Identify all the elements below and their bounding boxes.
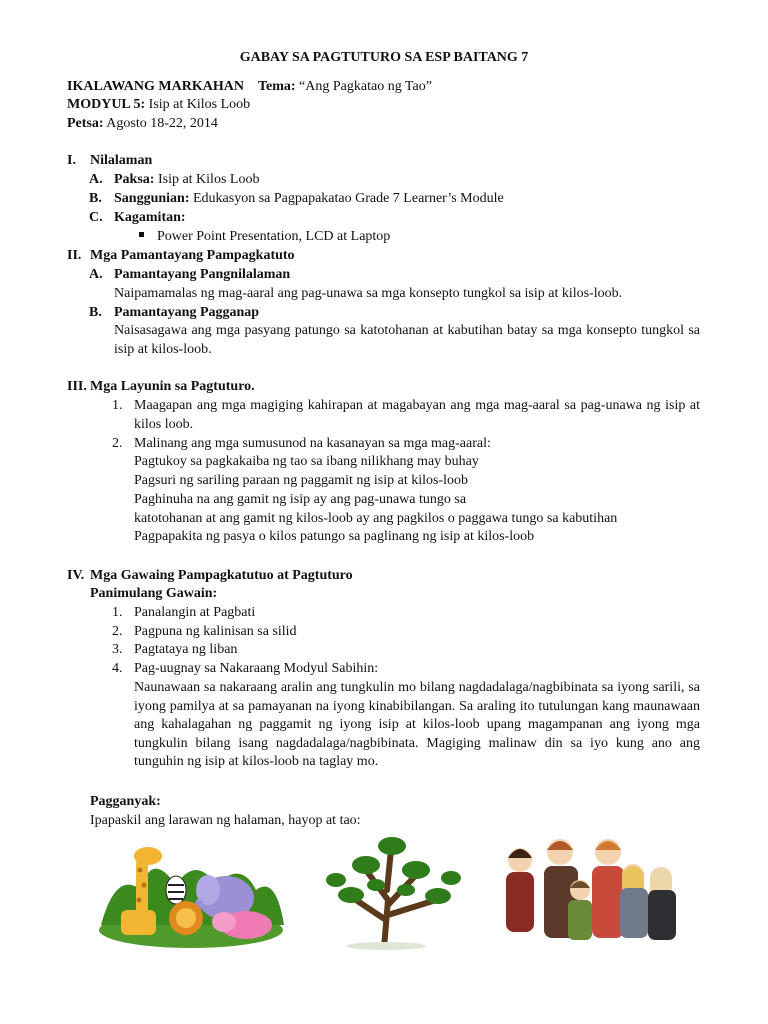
section1-c-letter: C. (89, 210, 103, 225)
activity-text-3: Pagtataya ng liban (134, 642, 238, 657)
activity-num-2: 2. (112, 624, 123, 639)
section3-item2-num: 2. (112, 436, 123, 451)
animals-icon (96, 830, 286, 950)
activity-item-2 (112, 623, 297, 641)
people-illustration (498, 830, 682, 950)
section1-b-letter: B. (89, 191, 102, 206)
section1-a-label: Paksa: (114, 172, 155, 187)
activity-text-4: Pag-uugnay sa Nakaraang Modyul Sabihin: (134, 661, 379, 676)
section1-heading (67, 152, 152, 170)
activity-text-2: Pagpuna ng kalinisan sa silid (134, 624, 297, 639)
activity-4-paragraph: Naunawaan sa nakaraang aralin ang tungkulin mo bilang nagdadalaga/nagbibinata sa iyong sarili, sa iyong pamilya at sa pamayanan na iyong kinabibilangan. Sa araling ito tutulungan kang maunawaan ang kahalagahan ng paggamit ng iyong isip at kilos-loob upang magampanan ang iyong mga tungkulin bilang isang nagdadalaga/nagbibinata. Magiging malinaw din sa iyo kung ano ang tunguhin ng isip at kilos-loob na taglay mo. (134, 680, 700, 769)
section1-item-c (89, 209, 186, 227)
section2-numeral: II. (67, 248, 82, 263)
section3-item2-text: Malinang ang mga sumusunod na kasanayan sa mga mag-aaral: (134, 436, 491, 451)
section3-heading-text: Mga Layunin sa Pagtuturo. (90, 379, 255, 394)
section2-item-b (89, 304, 259, 322)
section1-b-label: Sanggunian: (114, 191, 190, 206)
petsa-line (67, 115, 218, 133)
section1-heading-text: Nilalaman (90, 153, 153, 168)
section1-c-label: Kagamitan: (114, 210, 186, 225)
section4-numeral: IV. (67, 568, 85, 583)
section1-c-bullet-item (139, 228, 390, 246)
people-icon (498, 830, 682, 950)
section2-b-label: Pamantayang Pagganap (114, 305, 260, 320)
bullet-icon (139, 232, 144, 237)
markahan-label: IKALAWANG MARKAHAN (67, 79, 244, 94)
tree-icon (296, 830, 486, 950)
section2-a-label: Pamantayang Pangnilalaman (114, 267, 291, 282)
section2-b-text: Naisasagawa ang mga pasyang patungo sa katotohanan at kabutihan batay sa mga konsepto tungkol sa isip at kilos-loob. (114, 323, 700, 357)
modyul-line (67, 96, 250, 114)
tree-illustration (296, 830, 486, 950)
section3-item1-num: 1. (112, 398, 123, 413)
skill-line-2: Pagsuri ng sariling paraan ng paggamit ng isip at kilos-loob (134, 473, 469, 488)
section2-a-letter: A. (89, 267, 103, 282)
activity-item-3 (112, 641, 237, 659)
section2-a-text: Naipamamalas ng mag-aaral ang pag-unawa sa mga konsepto tungkol sa isip at kilos-loob. (114, 286, 623, 301)
animals-illustration (96, 830, 286, 950)
section1-item-a (89, 171, 259, 189)
tema-label: Tema: (257, 79, 296, 94)
tema-value: “Ang Pagkatao ng Tao” (299, 79, 432, 94)
section4-heading-text: Mga Gawaing Pampagkatutuo at Pagtuturo (90, 568, 353, 583)
section3-heading (67, 378, 255, 396)
section1-item-b (89, 190, 504, 208)
activity-text-1: Panalangin at Pagbati (134, 605, 256, 620)
section1-c-item: Power Point Presentation, LCD at Laptop (157, 229, 391, 244)
activity-num-4: 4. (112, 661, 123, 676)
skill-line-1: Pagtukoy sa pagkakaiba ng tao sa ibang nilikhang may buhay (134, 454, 479, 469)
modyul-label: MODYUL 5: (67, 97, 146, 112)
activity-item-1 (112, 604, 255, 622)
petsa-value: Agosto 18-22, 2014 (106, 116, 218, 131)
section3-numeral: III. (67, 379, 87, 394)
section2-heading (67, 247, 295, 265)
activity-item-4 (112, 660, 378, 678)
petsa-label: Petsa: (67, 116, 104, 131)
skill-line-5: Pagpapakita ng pasya o kilos patungo sa paglinang ng isip at kilos-loob (134, 529, 535, 544)
skill-line-3: Paghinuha na ang gamit ng isip ay ang pag-unawa tungo sa (134, 492, 467, 507)
section1-a-value: Isip at Kilos Loob (157, 172, 260, 187)
section3-item1-text: Maagapan ang mga magiging kahirapan at magabayan ang mga mag-aaral sa pag-unawa ng isip at kilos loob. (134, 398, 700, 432)
section4-heading (67, 567, 353, 585)
activity-num-1: 1. (112, 605, 123, 620)
section2-b-letter: B. (89, 305, 102, 320)
skill-line-4: katotohanan at ang gamit ng kilos-loob ay ang pagkilos o paggawa tungo sa kabutihan (134, 511, 618, 526)
section2-item-a (89, 266, 290, 284)
pagganyak-label: Pagganyak: (90, 794, 161, 809)
section1-numeral: I. (67, 153, 76, 168)
section1-b-value: Edukasyon sa Pagpapakatao Grade 7 Learner’s Module (192, 191, 504, 206)
section1-a-letter: A. (89, 172, 103, 187)
section2-heading-text: Mga Pamantayang Pampagkatuto (90, 248, 295, 263)
markahan-line (67, 78, 432, 96)
panimulang-gawain-label: Panimulang Gawain: (90, 586, 218, 601)
modyul-value: Isip at Kilos Loob (148, 97, 251, 112)
document-title: GABAY SA PAGTUTURO SA ESP BAITANG 7 (239, 50, 529, 65)
activity-num-3: 3. (112, 642, 123, 657)
pagganyak-text: Ipapaskil ang larawan ng halaman, hayop at tao: (90, 813, 361, 828)
